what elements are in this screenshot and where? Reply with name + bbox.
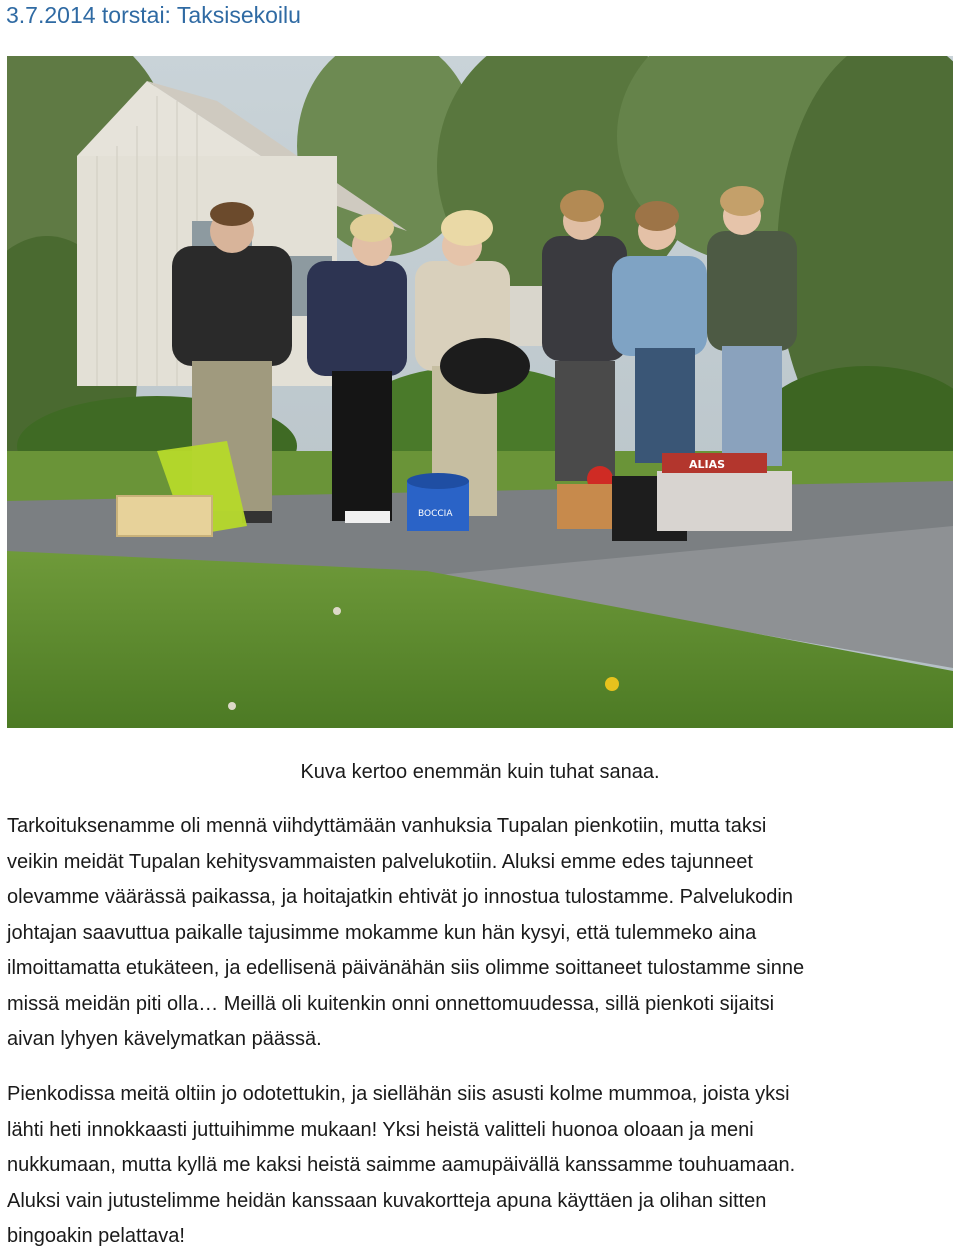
photo-caption: Kuva kertoo enemmän kuin tuhat sanaa. — [300, 761, 660, 783]
text-line: lähti heti innokkaasti juttuihimme mukaan! Yksi heistä valitteli huonoa oloaan ja meni — [7, 1118, 754, 1141]
text-line: bingoakin pelattava! — [7, 1225, 185, 1247]
text-line: veikin meidät Tupalan kehitysvammaisten palvelukotiin. Aluksi emme edes tajunneet — [7, 850, 753, 873]
game-box-label: ALIAS — [689, 458, 726, 471]
paragraph-1 — [7, 809, 953, 1058]
text-line: johtajan saavuttua paikalle tajusimme mokamme kun hän kysyi, että tulemmeko aina — [7, 921, 757, 944]
text-line: Pienkodissa meitä oltiin jo odotettukin, ja siellähän siis asusti kolme mummoa, joista yksi — [7, 1083, 790, 1105]
text-line: Aluksi vain jutustelimme heidän kanssaan kuvakortteja apuna käyttäen ja olihan sitten — [7, 1189, 767, 1212]
text-line: missä meidän piti olla… Meillä oli kuitenkin onni onnettomuudessa, sillä pienkoti sijaitsi — [7, 992, 775, 1015]
post-title: 3.7.2014 torstai: Taksisekoilu — [6, 2, 301, 28]
text-line: aivan lyhyen kävelymatkan päässä. — [7, 1028, 322, 1050]
text-line: olevamme väärässä paikassa, ja hoitajatkin ehtivät jo innostua tulostamme. Palvelukodin — [7, 886, 793, 908]
text-line: nukkumaan, mutta kyllä me kaksi heistä saimme aamupäivällä kanssamme touhuamaan. — [7, 1154, 796, 1176]
text-line: ilmoittamatta etukäteen, ja edellisenä päivänähän siis olimme soittaneet tulostamme sinne — [7, 957, 805, 979]
bucket-label: BOCCIA — [418, 509, 453, 519]
group-photo — [7, 56, 953, 728]
text-line: Tarkoituksenamme oli mennä viihdyttämään vanhuksia Tupalan pienkotiin, mutta taksi — [7, 815, 767, 837]
paragraph-2 — [7, 1077, 953, 1255]
